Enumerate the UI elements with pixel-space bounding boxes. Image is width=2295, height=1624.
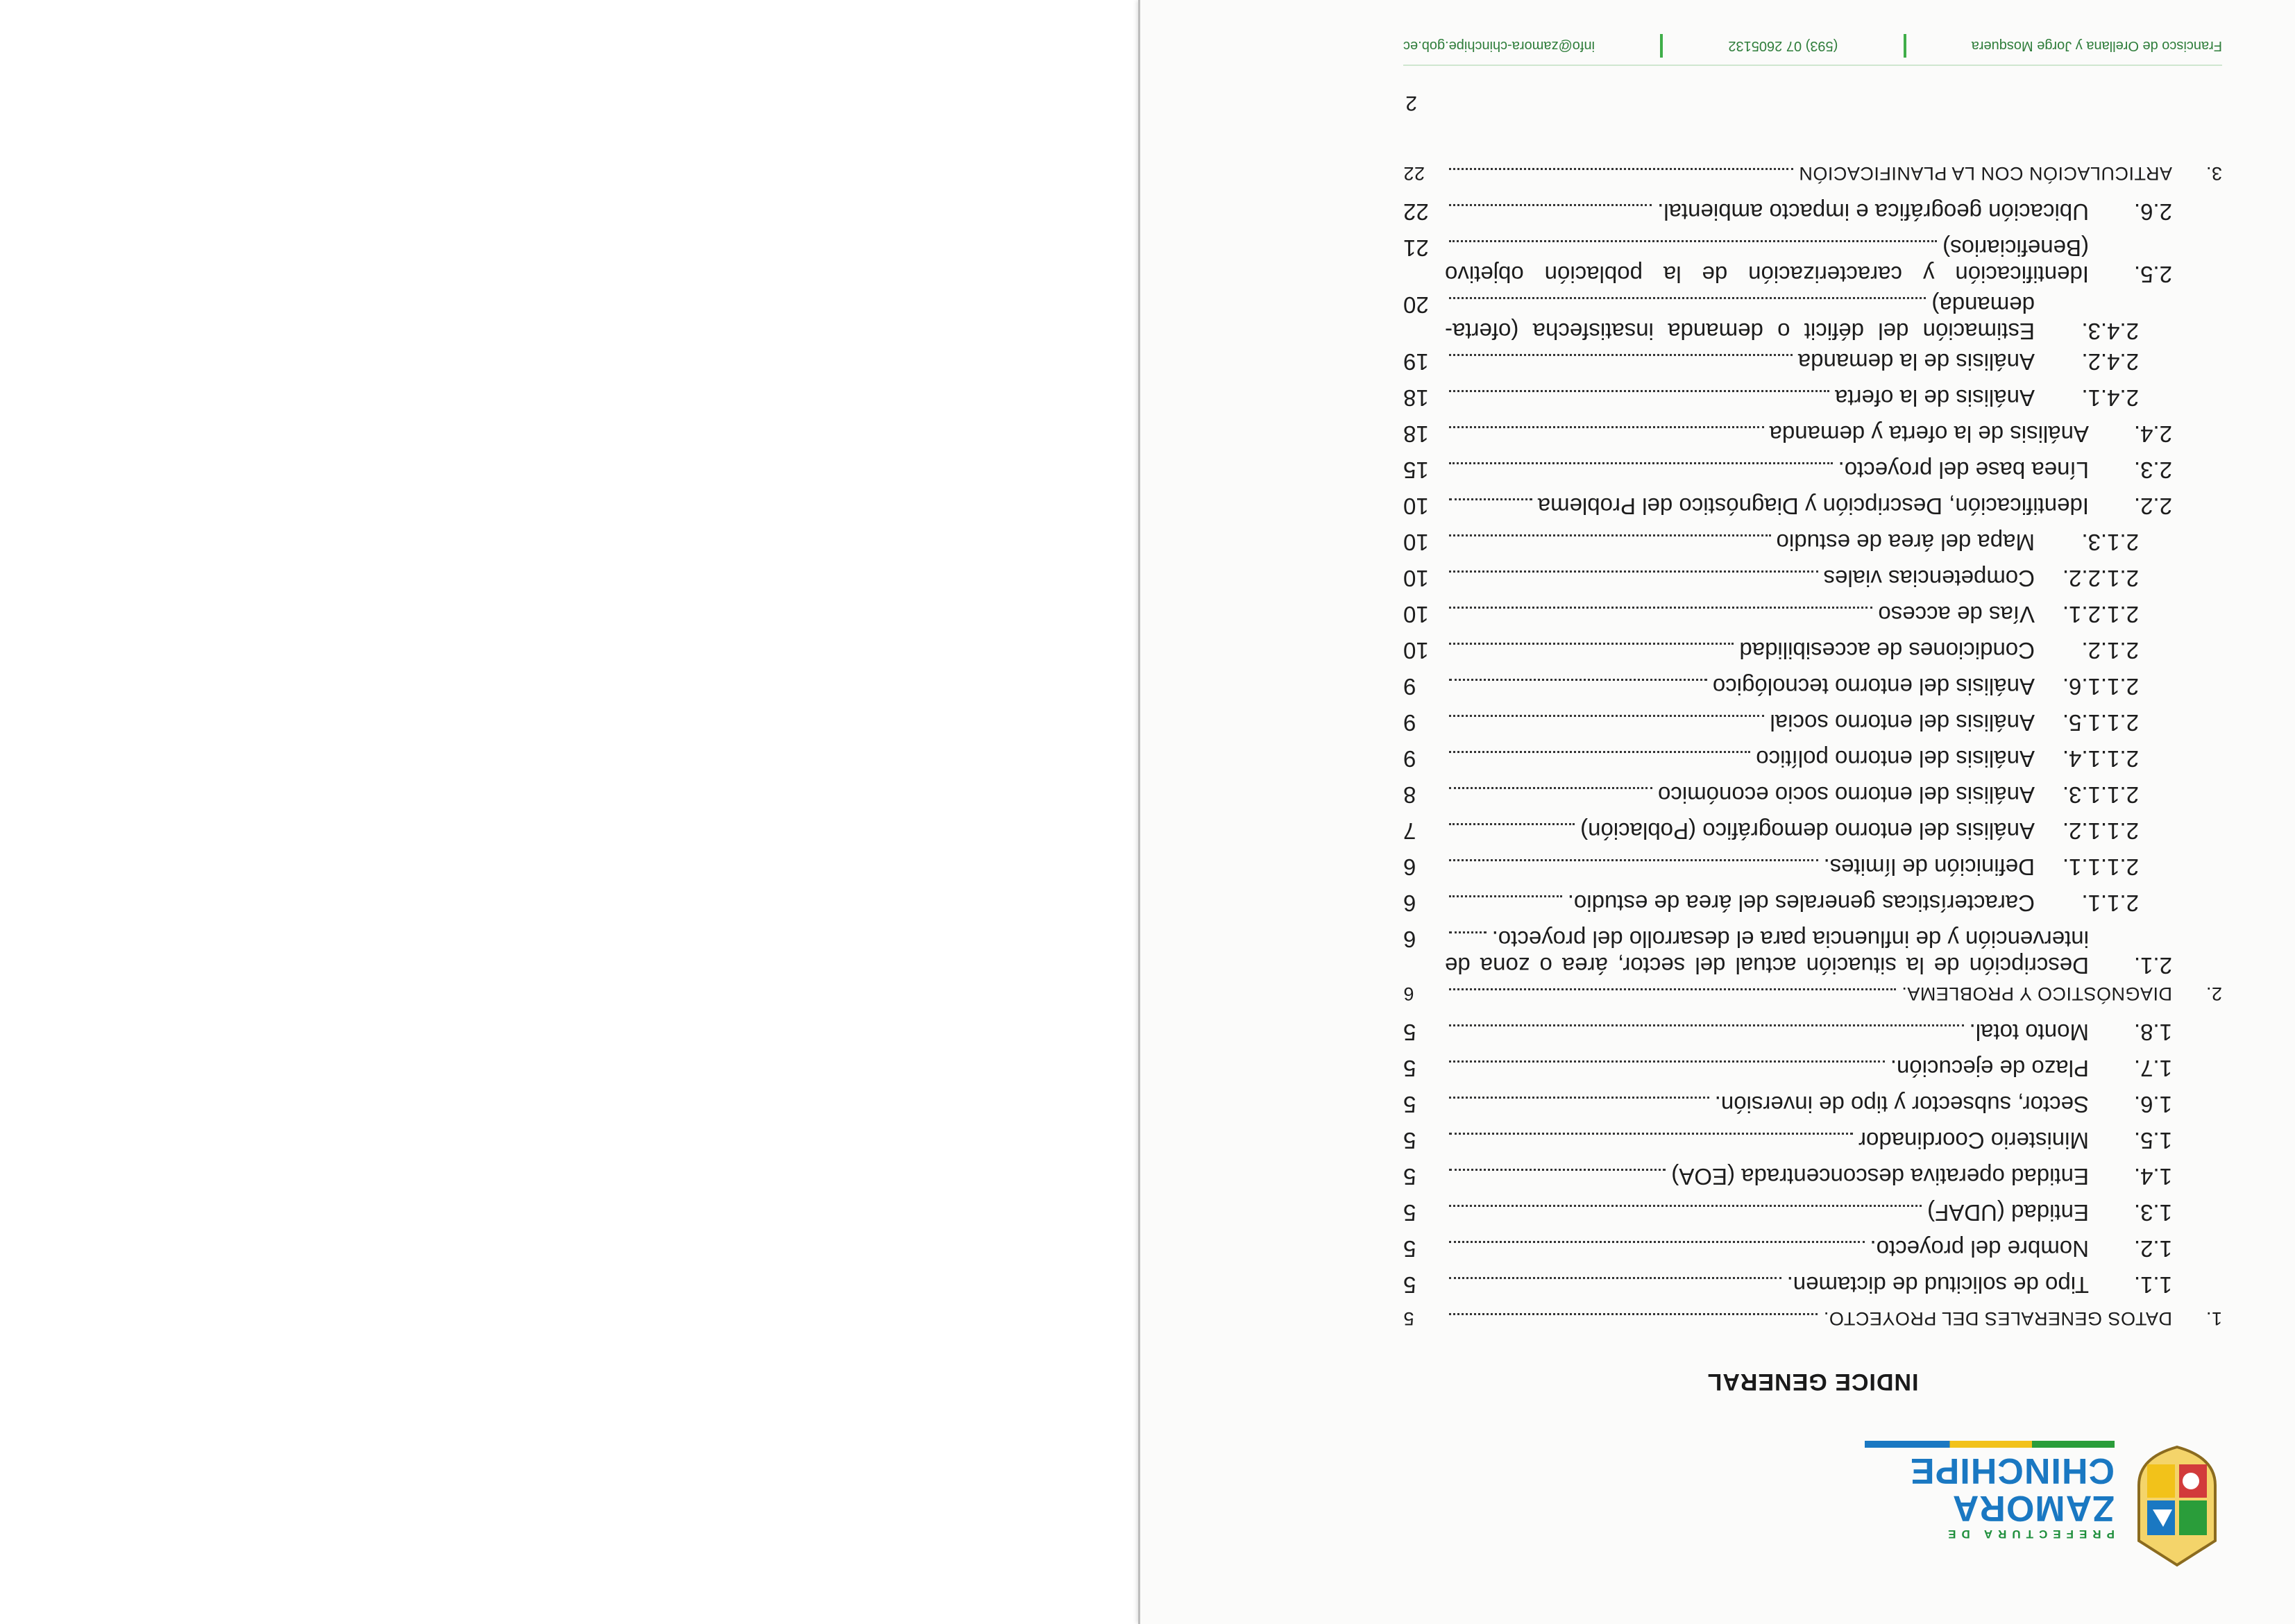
footer-separator (1660, 34, 1663, 58)
toc-entry (1403, 1163, 2222, 1195)
toc-entry (1403, 291, 2222, 344)
toc-entry-title: Plazo de ejecución. (1890, 1056, 2089, 1081)
toc-entry-page: 5 (1403, 1164, 1416, 1190)
toc-entry-text-group (1445, 565, 2035, 591)
toc-leader-dots (1449, 570, 1818, 573)
toc-entry-text-group (1445, 1091, 2089, 1117)
toc-entry-number: 1. (2205, 1308, 2222, 1329)
toc-entry-number: 2.2. (2133, 493, 2172, 519)
toc-entry-title: Análisis de la oferta (1835, 385, 2035, 411)
toc-leader-dots (1449, 643, 1734, 645)
toc-entry-number: 1.6. (2133, 1092, 2172, 1117)
toc-entry-page: 15 (1403, 457, 1429, 483)
toc-entry (1403, 1271, 2222, 1303)
toc-entry-continuation (1445, 291, 2035, 318)
logo-line2: CHINCHIPE (1909, 1450, 2115, 1491)
toc-leader-dots (1449, 390, 1829, 392)
toc-entry-number: 2.1.1. (2081, 890, 2139, 916)
toc-entry-text-group (1445, 235, 2089, 287)
toc-entry-number: 2.4.1. (2081, 385, 2139, 411)
toc-entry-number: 1.8. (2133, 1020, 2172, 1045)
toc-entry-number: 2.1.1.6. (2062, 674, 2139, 700)
toc-entry-page: 5 (1403, 1056, 1416, 1081)
toc-entry-title: Identificación, Descripción y Diagnóstico del Problema (1537, 493, 2089, 519)
toc-entry-page: 10 (1403, 493, 1429, 519)
toc-entry-text-group (1445, 890, 2035, 916)
toc-entry-title: Definición de límites. (1823, 854, 2035, 880)
toc-entry-page: 6 (1403, 927, 1416, 952)
toc-entry-text-group (1445, 457, 2089, 483)
prefecture-wordmark (1823, 1441, 2115, 1541)
toc-leader-dots (1449, 1277, 1781, 1279)
toc-entry-text-group (1445, 421, 2089, 447)
toc-entry (1403, 384, 2222, 416)
toc-leader-dots (1449, 204, 1652, 206)
toc-entry-title: DIAGNÓSTICO Y PROBLEMA. (1901, 983, 2172, 1004)
toc-entry-title: Análisis del entorno social (1770, 710, 2035, 736)
page-rotated-content (1140, 0, 2295, 1624)
toc-entry-page: 6 (1403, 854, 1416, 880)
page-number: 2 (1405, 92, 1417, 115)
logo-line1: ZAMORA (1951, 1488, 2115, 1528)
toc-entry (1403, 162, 2222, 194)
toc-entry-text-group (1445, 673, 2035, 700)
logo-color-bar (1865, 1441, 2115, 1448)
toc-entry-number: 2. (2205, 983, 2222, 1004)
toc-leader-dots (1449, 1060, 1885, 1063)
table-of-contents (1403, 158, 2222, 1339)
toc-entry-page: 10 (1403, 530, 1429, 555)
toc-entry-page: 20 (1403, 292, 1429, 318)
toc-leader-dots (1449, 1097, 1709, 1099)
toc-entry-title: Tipo de solicitud de dictamen. (1786, 1272, 2089, 1298)
toc-entry (1403, 457, 2222, 489)
page-header (1403, 1430, 2222, 1568)
toc-entry-text-group (1445, 1308, 2172, 1329)
toc-leader-dots (1449, 895, 1562, 897)
toc-entry-page: 5 (1403, 1308, 1414, 1329)
toc-entry-continuation (1445, 926, 2089, 952)
toc-entry-title: DATOS GENERALES DEL PROYECTO. (1823, 1308, 2172, 1329)
toc-entry-page: 7 (1403, 818, 1416, 844)
toc-entry-page: 10 (1403, 602, 1429, 627)
toc-entry (1403, 348, 2222, 380)
toc-leader-dots (1449, 534, 1771, 536)
toc-entry-text-group (1445, 291, 2035, 344)
toc-entry (1403, 745, 2222, 777)
page-content (1403, 0, 2222, 1624)
toc-entry-page: 22 (1403, 163, 1425, 184)
toc-entry-page: 19 (1403, 349, 1429, 375)
toc-leader-dots (1449, 498, 1532, 500)
toc-entry-text-group (1445, 1271, 2089, 1298)
toc-entry-title: Características generales del área de estudio. (1567, 890, 2035, 916)
toc-entry (1403, 926, 2222, 979)
toc-entry (1403, 1127, 2222, 1159)
page-footer (1403, 23, 2222, 66)
toc-entry-text-group (1445, 162, 2172, 184)
toc-entry-page: 9 (1403, 674, 1416, 700)
toc-entry-page: 5 (1403, 1200, 1416, 1226)
toc-entry (1403, 854, 2222, 886)
toc-leader-dots (1449, 715, 1764, 717)
toc-entry-text-group (1445, 1235, 2089, 1262)
toc-leader-dots (1449, 679, 1707, 681)
toc-entry (1403, 983, 2222, 1015)
logo-small-text: PREFECTURA DE (1942, 1528, 2115, 1541)
toc-entry-number: 2.1.2. (2081, 638, 2139, 663)
toc-entry-page: 8 (1403, 782, 1416, 808)
toc-entry-number: 1.4. (2133, 1164, 2172, 1190)
toc-entry-title: Línea base del proyecto. (1838, 457, 2089, 483)
toc-entry (1403, 1308, 2222, 1339)
toc-entry-page: 10 (1403, 638, 1429, 663)
toc-entry (1403, 565, 2222, 597)
toc-entry-page: 9 (1403, 746, 1416, 772)
toc-entry-title: Análisis de la demanda (1797, 349, 2035, 375)
toc-leader-dots (1449, 354, 1793, 356)
toc-leader-dots (1449, 751, 1750, 753)
toc-leader-dots (1449, 1313, 1818, 1315)
toc-entry-title: Análisis del entorno tecnológico (1712, 674, 2035, 700)
toc-entry (1403, 421, 2222, 452)
toc-entry-text-group (1445, 529, 2035, 555)
toc-entry-page: 5 (1403, 1128, 1416, 1153)
toc-leader-dots (1449, 607, 1872, 609)
toc-leader-dots (1449, 168, 1793, 170)
toc-leader-dots (1449, 823, 1575, 825)
toc-leader-dots (1449, 240, 1937, 242)
toc-entry-page: 9 (1403, 710, 1416, 736)
toc-leader-dots (1449, 1169, 1666, 1171)
toc-entry-number: 1.2. (2133, 1236, 2172, 1262)
toc-entry-title: Descripción de la situación actual del sector, área o zona de (1445, 953, 2089, 979)
toc-entry-title: Sector, subsector y tipo de inversión. (1714, 1092, 2089, 1117)
toc-entry-title: Competencias viales (1823, 566, 2035, 591)
toc-leader-dots (1449, 462, 1833, 464)
toc-entry-page: 5 (1403, 1092, 1416, 1117)
toc-leader-dots (1449, 426, 1764, 428)
toc-entry-text-group (1445, 348, 2035, 375)
toc-entry-text-group (1445, 637, 2035, 663)
toc-entry-number: 1.1. (2133, 1272, 2172, 1298)
toc-entry-number: 2.4.3. (2081, 319, 2139, 344)
toc-entry-number: 1.3. (2133, 1200, 2172, 1226)
toc-entry-number: 2.1.1.4. (2062, 746, 2139, 772)
toc-leader-dots (1449, 1241, 1865, 1243)
footer-phone: (593) 07 2605132 (1728, 38, 1838, 54)
toc-entry-title: Mapa del área de estudio (1776, 530, 2035, 555)
toc-entry-number: 2.1.3. (2081, 530, 2139, 555)
toc-leader-dots (1449, 297, 1926, 299)
toc-entry-text-group (1445, 1019, 2089, 1045)
toc-entry-number: 2.1.2.2. (2062, 566, 2139, 591)
toc-leader-dots (1449, 1205, 1922, 1207)
toc-entry-text-group (1445, 983, 2172, 1004)
toc-entry-number: 2.6. (2133, 199, 2172, 225)
toc-entry (1403, 673, 2222, 705)
toc-entry-title-continuation: intervención y de influencia para el desarrollo del proyecto. (1491, 927, 2089, 952)
toc-entry-text-group (1445, 745, 2035, 772)
toc-entry (1403, 637, 2222, 669)
toc-entry-title-continuation: (Beneficiarios) (1942, 235, 2089, 261)
toc-entry (1403, 1055, 2222, 1087)
toc-entry (1403, 1199, 2222, 1231)
toc-entry-title: Análisis del entorno demográfico (Población) (1580, 818, 2035, 844)
toc-entry-continuation (1445, 235, 2089, 261)
toc-entry-number: 2.5. (2133, 262, 2172, 287)
toc-entry-title-continuation: demanda) (1931, 292, 2035, 318)
toc-entry-text-group (1445, 1055, 2089, 1081)
toc-entry-number: 2.1.1.5. (2062, 710, 2139, 736)
toc-entry (1403, 781, 2222, 813)
toc-entry-text-group (1445, 384, 2035, 411)
toc-entry-page: 6 (1403, 890, 1416, 916)
toc-entry-title: Condiciones de accesibilidad (1739, 638, 2035, 663)
page-title: INDICE GENERAL (1707, 1369, 1919, 1395)
footer-email: info@zamora-chinchipe.gob.ec (1403, 38, 1595, 54)
toc-leader-dots (1449, 1133, 1853, 1135)
toc-entry-text-group (1445, 601, 2035, 627)
toc-entry-title: Estimación del déficit o demanda insatisfecha (oferta- (1445, 319, 2035, 344)
toc-entry-title: Análisis del entorno político (1756, 746, 2035, 772)
toc-entry (1403, 601, 2222, 633)
prefecture-shield-icon (2132, 1444, 2222, 1568)
toc-entry-text-group (1445, 493, 2089, 519)
footer-separator (1904, 34, 1906, 58)
toc-entry (1403, 709, 2222, 741)
toc-entry-title: Análisis del entorno socio económico (1658, 782, 2035, 808)
scanned-page (1138, 0, 2295, 1624)
toc-entry (1403, 818, 2222, 849)
toc-entry-page: 18 (1403, 385, 1429, 411)
toc-entry-title: Ubicación geográfica e impacto ambiental. (1657, 199, 2089, 225)
toc-entry-title: ARTICULACIÓN CON LA PLANIFICACIÓN (1798, 163, 2172, 184)
toc-entry-title: Ministerio Coordinador (1858, 1128, 2089, 1153)
toc-leader-dots (1449, 859, 1818, 861)
toc-entry-title: Identificación y caracterización de la población objetivo (1445, 262, 2089, 287)
toc-entry-number: 2.3. (2133, 457, 2172, 483)
toc-entry-text-group (1445, 926, 2089, 979)
toc-entry-title: Entidad operativa desconcentrada (EOA) (1671, 1164, 2089, 1190)
toc-entry-title: Vías de acceso (1878, 602, 2035, 627)
toc-entry-page: 5 (1403, 1272, 1416, 1298)
toc-entry (1403, 529, 2222, 561)
toc-entry-text-group (1445, 818, 2035, 844)
toc-entry-number: 2.1. (2133, 953, 2172, 979)
toc-entry-number: 1.5. (2133, 1128, 2172, 1153)
toc-entry-page: 5 (1403, 1236, 1416, 1262)
toc-entry-number: 2.1.1.3. (2062, 782, 2139, 808)
toc-entry-page: 21 (1403, 235, 1429, 261)
toc-entry (1403, 198, 2222, 230)
toc-entry-page: 10 (1403, 566, 1429, 591)
toc-entry-number: 2.1.1.1. (2062, 854, 2139, 880)
toc-entry (1403, 1019, 2222, 1051)
toc-entry-title: Monto total. (1969, 1020, 2089, 1045)
toc-entry-title: Análisis de la oferta y demanda (1769, 421, 2089, 447)
toc-entry-text-group (1445, 1199, 2089, 1226)
toc-entry-number: 2.1.1.2. (2062, 818, 2139, 844)
toc-entry-number: 2.1.2.1. (2062, 602, 2139, 627)
toc-leader-dots (1449, 787, 1652, 789)
toc-entry-page: 18 (1403, 421, 1429, 447)
toc-entry-text-group (1445, 1163, 2089, 1190)
toc-entry-text-group (1445, 854, 2035, 880)
toc-entry-number: 3. (2205, 163, 2222, 184)
toc-entry-number: 2.4.2. (2081, 349, 2139, 375)
toc-entry-title: Entidad (UDAF) (1927, 1200, 2089, 1226)
toc-entry-text-group (1445, 709, 2035, 736)
toc-leader-dots (1449, 931, 1487, 933)
toc-entry-number: 2.4. (2133, 421, 2172, 447)
toc-entry-title: Nombre del proyecto. (1870, 1236, 2089, 1262)
toc-entry (1403, 493, 2222, 525)
toc-entry (1403, 890, 2222, 922)
toc-entry-number: 1.7. (2133, 1056, 2172, 1081)
toc-entry-text-group (1445, 198, 2089, 225)
toc-entry-page: 5 (1403, 1020, 1416, 1045)
toc-entry-text-group (1445, 1127, 2089, 1153)
toc-entry-page: 22 (1403, 199, 1429, 225)
toc-entry (1403, 1091, 2222, 1123)
footer-authors: Francisco de Orellana y Jorge Mosquera (1971, 38, 2222, 54)
toc-leader-dots (1449, 1024, 1964, 1026)
toc-entry (1403, 1235, 2222, 1267)
toc-entry-text-group (1445, 781, 2035, 808)
toc-entry-page: 6 (1403, 983, 1414, 1004)
toc-entry (1403, 235, 2222, 287)
toc-leader-dots (1449, 988, 1896, 990)
